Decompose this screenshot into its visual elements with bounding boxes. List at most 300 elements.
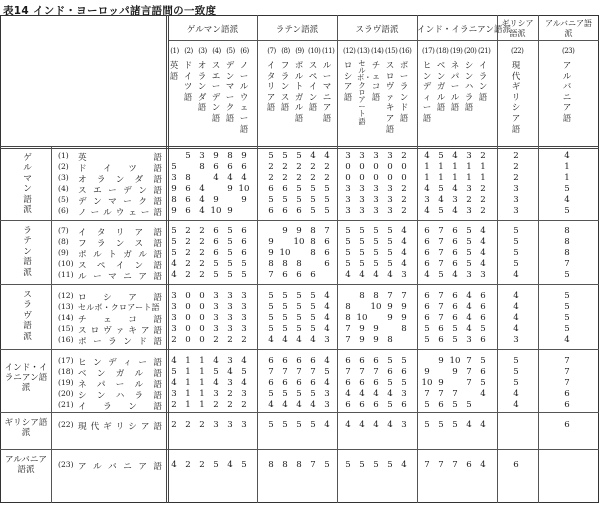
table-cell: 6 — [241, 237, 247, 247]
table-cell: 5 — [296, 151, 302, 161]
table-cell: 4 — [480, 226, 486, 236]
table-cell: 7 — [452, 460, 458, 470]
table-cell: 6 — [387, 367, 393, 377]
table-cell: 4 — [171, 270, 177, 280]
table-cell: 5 — [324, 184, 330, 194]
table-cell: 2 — [513, 173, 519, 183]
table-cell: 6 — [268, 356, 274, 366]
table-cell: 5 — [296, 184, 302, 194]
table-cell: 9 — [171, 184, 177, 194]
column-group-divider — [538, 15, 539, 503]
column-number: (19) — [450, 47, 463, 55]
table-cell: 4 — [310, 335, 316, 345]
table-cell: 5 — [324, 195, 330, 205]
table-cell: 9 — [401, 302, 407, 312]
table-cell: 5 — [310, 420, 316, 430]
table-cell: 4 — [401, 248, 407, 258]
table-cell: 5 — [296, 389, 302, 399]
table-cell: 3 — [227, 291, 233, 301]
table-cell: 3 — [373, 195, 379, 205]
column-language-label: チェコ語 — [371, 60, 381, 102]
table-cell: 4 — [296, 400, 302, 410]
table-cell: 9 — [373, 335, 379, 345]
table-cell: 6 — [564, 420, 570, 430]
table-cell: 0 — [345, 162, 351, 172]
table-cell: 0 — [359, 162, 365, 172]
table-cell: 9 — [213, 195, 219, 205]
table-cell: 2 — [227, 335, 233, 345]
table-cell: 7 — [452, 389, 458, 399]
table-cell: 5 — [513, 259, 519, 269]
table-cell: 2 — [282, 173, 288, 183]
table-cell: 5 — [513, 248, 519, 258]
column-number: (17) — [422, 47, 435, 55]
table-cell: 6 — [268, 378, 274, 388]
row-number: (11) — [58, 270, 74, 279]
table-cell: 8 — [185, 173, 191, 183]
column-language-label: スペイン語 — [308, 60, 318, 113]
table-cell: 3 — [227, 313, 233, 323]
table-cell: 4 — [564, 335, 570, 345]
table-cell: 3 — [324, 389, 330, 399]
table-cell: 8 — [345, 302, 351, 312]
table-cell: 4 — [387, 270, 393, 280]
table-cell: 3 — [466, 184, 472, 194]
table-cell: 4 — [513, 324, 519, 334]
table-cell: 1 — [438, 162, 444, 172]
table-cell: 3 — [387, 206, 393, 216]
table-cell: 2 — [268, 162, 274, 172]
column-language-label: イラン語 — [478, 60, 488, 102]
table-cell: 5 — [438, 151, 444, 161]
table-cell: 5 — [241, 460, 247, 470]
table-cell: 4 — [513, 291, 519, 301]
table-cell: 6 — [424, 237, 430, 247]
table-cell: 5 — [513, 237, 519, 247]
table-cell: 8 — [268, 259, 274, 269]
table-cell: 3 — [241, 420, 247, 430]
table-cell: 4 — [324, 313, 330, 323]
table-cell: 5 — [345, 460, 351, 470]
table-cell: 8 — [296, 259, 302, 269]
table-cell: 5 — [424, 420, 430, 430]
table-cell: 4 — [324, 356, 330, 366]
table-cell: 7 — [373, 367, 379, 377]
table-cell: 2 — [199, 420, 205, 430]
table-cell: 6 — [213, 162, 219, 172]
table-cell: 4 — [513, 400, 519, 410]
column-number: (22) — [511, 47, 524, 55]
table-cell: 8 — [387, 335, 393, 345]
table-cell: 2 — [171, 335, 177, 345]
table-cell: 4 — [199, 206, 205, 216]
table-cell: 1 — [199, 389, 205, 399]
column-group-5: ギリシア語派 — [501, 19, 534, 38]
table-cell: 3 — [387, 195, 393, 205]
table-cell: 5 — [296, 195, 302, 205]
table-cell: 5 — [401, 378, 407, 388]
table-cell: 8 — [171, 195, 177, 205]
column-number: (4) — [212, 47, 221, 55]
table-cell: 8 — [564, 237, 570, 247]
row-language-label: ヒ ン デ ィ ー 語 — [78, 358, 162, 368]
table-cell: 5 — [452, 324, 458, 334]
table-cell: 6 — [452, 248, 458, 258]
table-cell: 0 — [199, 335, 205, 345]
column-number: (7) — [267, 47, 276, 55]
row-number: (5) — [58, 195, 69, 204]
table-cell: 1 — [424, 173, 430, 183]
table-cell: 6 — [480, 367, 486, 377]
table-cell: 6 — [452, 259, 458, 269]
table-cell: 2 — [185, 237, 191, 247]
table-cell: 5 — [227, 259, 233, 269]
table-cell: 1 — [199, 367, 205, 377]
table-cell: 5 — [296, 420, 302, 430]
table-cell: 3 — [513, 335, 519, 345]
table-cell: 4 — [213, 356, 219, 366]
table-cell: 5 — [373, 248, 379, 258]
table-cell: 2 — [227, 400, 233, 410]
table-cell: 3 — [401, 389, 407, 399]
column-language-label: ドイツ語 — [183, 60, 193, 102]
table-cell: 3 — [324, 335, 330, 345]
table-cell: 4 — [345, 270, 351, 280]
table-cell: 4 — [227, 460, 233, 470]
table-cell: 6 — [452, 237, 458, 247]
table-cell: 5 — [310, 302, 316, 312]
table-cell: 8 — [359, 291, 365, 301]
table-cell: 5 — [373, 460, 379, 470]
table-cell: 5 — [310, 184, 316, 194]
table-cell: 2 — [227, 389, 233, 399]
column-number: (1) — [170, 47, 179, 55]
table-cell: 6 — [424, 248, 430, 258]
column-language-label: ノールウェー語 — [239, 60, 249, 134]
table-cell: 3 — [227, 356, 233, 366]
table-cell: 6 — [296, 378, 302, 388]
table-cell: 9 — [438, 378, 444, 388]
table-cell: 2 — [282, 162, 288, 172]
table-cell: 6 — [296, 356, 302, 366]
table-cell: 4 — [199, 195, 205, 205]
row-language-label: オ ラ ン ダ 語 — [78, 175, 162, 185]
table-cell: 5 — [387, 400, 393, 410]
table-cell: 7 — [438, 226, 444, 236]
table-cell: 7 — [424, 460, 430, 470]
table-cell: 0 — [185, 324, 191, 334]
table-cell: 7 — [564, 259, 570, 269]
table-cell: 2 — [513, 151, 519, 161]
table-cell: 6 — [401, 400, 407, 410]
table-cell: 2 — [199, 226, 205, 236]
table-cell: 4 — [213, 378, 219, 388]
table-cell: 6 — [480, 335, 486, 345]
table-cell: 2 — [241, 400, 247, 410]
table-cell: 5 — [387, 259, 393, 269]
table-cell: 7 — [310, 367, 316, 377]
table-cell: 4 — [373, 420, 379, 430]
table-cell: 5 — [310, 206, 316, 216]
table-cell: 6 — [213, 226, 219, 236]
table-cell: 5 — [424, 324, 430, 334]
table-cell: 5 — [213, 270, 219, 280]
table-cell: 6 — [452, 226, 458, 236]
row-number: (16) — [58, 335, 74, 344]
table-cell: 4 — [324, 324, 330, 334]
table-cell: 0 — [373, 162, 379, 172]
table-cell: 5 — [227, 270, 233, 280]
table-cell: 3 — [171, 389, 177, 399]
table-cell: 2 — [480, 151, 486, 161]
table-cell: 1 — [438, 173, 444, 183]
table-cell: 4 — [268, 335, 274, 345]
table-cell: 4 — [401, 259, 407, 269]
table-cell: 3 — [373, 184, 379, 194]
table-cell: 5 — [227, 226, 233, 236]
table-cell: 8 — [227, 151, 233, 161]
table-cell: 4 — [513, 270, 519, 280]
table-cell: 4 — [401, 237, 407, 247]
table-cell: 3 — [513, 195, 519, 205]
table-cell: 2 — [310, 173, 316, 183]
table-cell: 8 — [199, 162, 205, 172]
row-language-label: シ ン ハ ラ 語 — [78, 391, 162, 401]
column-language-label: デンマーク語 — [225, 60, 235, 123]
table-cell: 5 — [324, 206, 330, 216]
row-number: (23) — [58, 460, 74, 469]
table-cell: 5 — [171, 226, 177, 236]
table-cell: 4 — [171, 356, 177, 366]
table-cell: 6 — [424, 259, 430, 269]
table-cell: 3 — [424, 195, 430, 205]
table-cell: 5 — [282, 195, 288, 205]
table-cell: 4 — [466, 291, 472, 301]
table-cell: 3 — [241, 313, 247, 323]
table-cell: 7 — [466, 356, 472, 366]
table-cell: 5 — [438, 184, 444, 194]
row-number: (18) — [58, 367, 74, 376]
table-cell: 9 — [373, 324, 379, 334]
table-cell: 6 — [324, 259, 330, 269]
table-cell: 3 — [199, 151, 205, 161]
table-cell: 5 — [345, 226, 351, 236]
table-cell: 4 — [324, 291, 330, 301]
table-cell: 3 — [359, 184, 365, 194]
table-cell: 5 — [452, 400, 458, 410]
table-cell: 4 — [564, 195, 570, 205]
table-cell: 4 — [359, 389, 365, 399]
row-language-label: ス ロ ヴ ァ キ ア 語 — [78, 326, 162, 336]
table-cell: 5 — [480, 356, 486, 366]
row-group-5: ギリシア語派 — [4, 418, 48, 438]
table-cell: 4 — [345, 420, 351, 430]
table-cell: 6 — [282, 378, 288, 388]
table-cell: 5 — [282, 302, 288, 312]
table-cell: 4 — [373, 389, 379, 399]
table-cell: 9 — [268, 237, 274, 247]
table-cell: 4 — [282, 400, 288, 410]
table-cell: 3 — [213, 389, 219, 399]
row-language-label: デ ン マ ー ク 語 — [78, 197, 162, 207]
table-cell: 2 — [241, 335, 247, 345]
column-group-4: インド・イラニアン語派 — [417, 25, 512, 35]
row-group-2: ラテン語派 — [23, 226, 32, 278]
table-cell: 9 — [359, 324, 365, 334]
column-number: (10) — [308, 47, 321, 55]
table-cell: 6 — [185, 184, 191, 194]
table-cell: 6 — [296, 270, 302, 280]
table-cell: 6 — [324, 237, 330, 247]
table-cell: 3 — [466, 270, 472, 280]
column-number: (14) — [371, 47, 384, 55]
table-cell: 2 — [324, 162, 330, 172]
table-cell: 9 — [241, 151, 247, 161]
row-group-label-divider — [51, 147, 52, 503]
table-cell: 8 — [401, 324, 407, 334]
table-cell: 0 — [185, 291, 191, 301]
group-name-divider — [168, 40, 599, 41]
table-cell: 6 — [310, 378, 316, 388]
table-cell: 3 — [345, 195, 351, 205]
row-number: (15) — [58, 324, 74, 333]
column-language-label: ベンガル語 — [436, 60, 446, 113]
column-number: (15) — [385, 47, 398, 55]
table-cell: 4 — [324, 151, 330, 161]
row-group-6: アルバニア語派 — [4, 455, 48, 475]
table-cell: 5 — [359, 237, 365, 247]
table-cell: 3 — [387, 151, 393, 161]
row-number: (13) — [58, 302, 74, 311]
column-language-label: 英語 — [169, 60, 179, 81]
table-cell: 3 — [452, 195, 458, 205]
table-cell: 4 — [466, 302, 472, 312]
table-cell: 5 — [466, 400, 472, 410]
column-group-2: ラテン語派 — [275, 25, 319, 35]
table-cell: 8 — [310, 226, 316, 236]
table-cell: 3 — [513, 206, 519, 216]
row-number: (21) — [58, 400, 74, 409]
row-language-label: 現 代 ギ リ シ ア 語 — [78, 422, 162, 432]
column-group-6: アルバニア語派 — [544, 19, 593, 38]
table-cell: 9 — [387, 302, 393, 312]
column-language-label: 現代ギリシア語 — [511, 60, 521, 134]
table-cell: 4 — [373, 270, 379, 280]
table-cell: 2 — [199, 248, 205, 258]
table-cell: 5 — [424, 400, 430, 410]
table-cell: 5 — [387, 248, 393, 258]
table-cell: 4 — [466, 420, 472, 430]
row-number: (17) — [58, 356, 74, 365]
table-cell: 10 — [238, 184, 250, 194]
table-cell: 5 — [359, 259, 365, 269]
table-cell: 7 — [345, 335, 351, 345]
table-cell: 5 — [282, 420, 288, 430]
row-language-label: ポ ル ト ガ ル 語 — [78, 250, 162, 260]
table-cell: 4 — [424, 270, 430, 280]
table-cell: 2 — [480, 184, 486, 194]
table-cell: 5 — [213, 259, 219, 269]
row-language-label: ロ シ ア 語 — [78, 293, 162, 303]
table-cell: 5 — [466, 259, 472, 269]
row-language-label: ス エ ー デ ン 語 — [78, 186, 162, 196]
table-cell: 7 — [401, 291, 407, 301]
row-language-label: ポ ー ラ ン ド 語 — [78, 337, 162, 347]
table-cell: 3 — [213, 313, 219, 323]
table-cell: 4 — [480, 420, 486, 430]
table-cell: 3 — [213, 324, 219, 334]
table-cell: 2 — [185, 226, 191, 236]
table-cell: 5 — [387, 460, 393, 470]
table-cell: 7 — [564, 378, 570, 388]
table-cell: 4 — [424, 151, 430, 161]
table-cell: 2 — [199, 237, 205, 247]
table-cell: 2 — [296, 162, 302, 172]
table-cell: 4 — [241, 378, 247, 388]
table-cell: 5 — [564, 291, 570, 301]
table-cell: 2 — [185, 259, 191, 269]
table-cell: 4 — [171, 378, 177, 388]
table-cell: 1 — [424, 162, 430, 172]
table-cell: 4 — [345, 389, 351, 399]
table-cell: 5 — [310, 313, 316, 323]
table-cell: 4 — [452, 184, 458, 194]
table-cell: 6 — [424, 302, 430, 312]
table-cell: 5 — [466, 248, 472, 258]
table-cell: 4 — [513, 389, 519, 399]
table-cell: 8 — [564, 248, 570, 258]
table-cell: 4 — [359, 270, 365, 280]
table-cell: 6 — [324, 248, 330, 258]
table-cell: 6 — [373, 378, 379, 388]
column-language-label: アルバニア語 — [562, 60, 572, 123]
table-cell: 5 — [466, 237, 472, 247]
table-cell: 6 — [310, 356, 316, 366]
table-cell: 6 — [185, 195, 191, 205]
row-number: (3) — [58, 173, 69, 182]
table-cell: 3 — [359, 195, 365, 205]
table-cell: 3 — [324, 400, 330, 410]
table-cell: 4 — [199, 184, 205, 194]
table-cell: 2 — [310, 162, 316, 172]
column-language-label: ヒンディー語 — [422, 60, 432, 123]
table-cell: 9 — [424, 367, 430, 377]
row-number: (2) — [58, 162, 69, 171]
table-cell: 9 — [241, 195, 247, 205]
table-cell: 4 — [480, 259, 486, 269]
table-cell: 5 — [268, 389, 274, 399]
table-cell: 4 — [438, 195, 444, 205]
table-cell: 5 — [282, 151, 288, 161]
table-cell: 1 — [466, 162, 472, 172]
table-cell: 4 — [452, 151, 458, 161]
table-cell: 5 — [438, 420, 444, 430]
table-cell: 8 — [282, 460, 288, 470]
table-cell: 6 — [438, 400, 444, 410]
table-cell: 3 — [213, 420, 219, 430]
column-language-label: ネパール語 — [450, 60, 460, 113]
table-cell: 6 — [564, 389, 570, 399]
table-cell: 6 — [282, 270, 288, 280]
table-cell: 3 — [480, 270, 486, 280]
table-cell: 7 — [324, 226, 330, 236]
table-cell: 6 — [241, 162, 247, 172]
table-cell: 5 — [310, 389, 316, 399]
table-cell: 3 — [241, 302, 247, 312]
table-cell: 5 — [564, 324, 570, 334]
table-cell: 5 — [564, 184, 570, 194]
table-cell: 5 — [268, 195, 274, 205]
